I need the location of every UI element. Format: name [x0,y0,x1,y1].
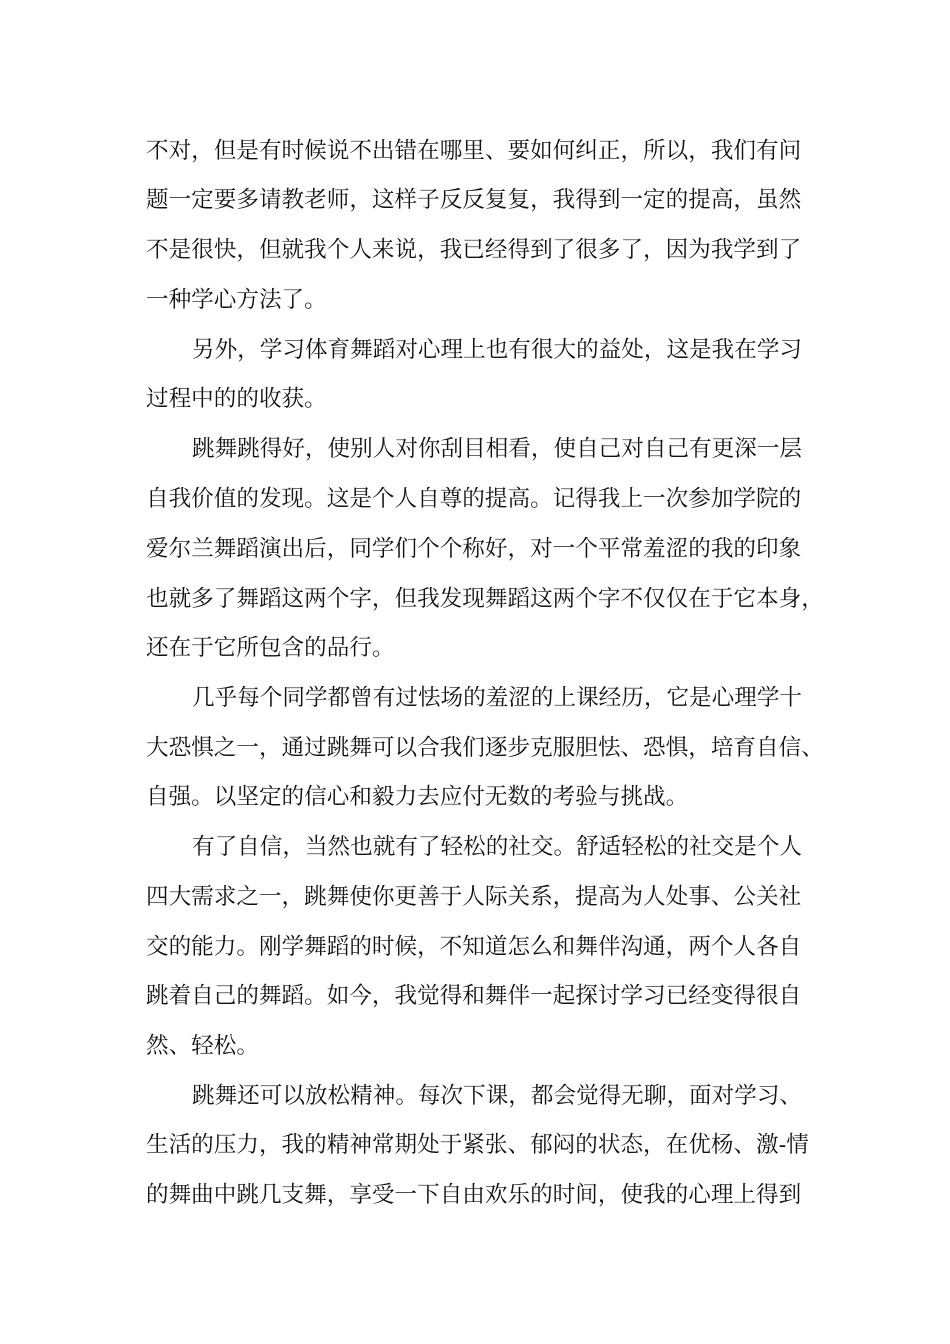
text-line: 一种学心方法了。 [146,287,327,313]
text-line: 也就多了舞蹈这两个字，但我发现舞蹈这两个字不仅仅在于它本身， [146,586,824,612]
paragraph-first-line: 有了自信，当然也就有了轻松的社交。舒适轻松的社交是个人 [192,834,803,860]
text-line: 自我价值的发现。这是个人自尊的提高。记得我上一次参加学院的 [146,486,802,512]
paragraph-first-line: 跳舞还可以放松精神。每次下课，都会觉得无聊，面对学习、 [192,1083,803,1109]
paragraph-first-line: 几乎每个同学都曾有过怯场的羞涩的上课经历，它是心理学十 [192,685,803,711]
text-line: 还在于它所包含的品行。 [146,635,395,661]
text-line: 爱尔兰舞蹈演出后，同学们个个称好，对一个平常羞涩的我的印象 [146,536,802,562]
text-line: 跳着自己的舞蹈。如今，我觉得和舞伴一起探讨学习已经变得很自 [146,983,802,1009]
text-line: 然、轻松。 [146,1033,259,1059]
text-line: 四大需求之一，跳舞使你更善于人际关系，提高为人处事、公关社 [146,884,802,910]
text-line: 不是很快，但就我个人来说，我已经得到了很多了，因为我学到了 [146,237,802,263]
paragraph-first-line: 另外，学习体育舞蹈对心理上也有很大的益处，这是我在学习 [192,337,803,363]
paragraph-first-line: 跳舞跳得好，使别人对你刮目相看，使自己对自己有更深一层 [192,436,803,462]
text-line: 不对，但是有时候说不出错在哪里、要如何纠正，所以，我们有问 [146,138,802,164]
text-line: 题一定要多请教老师，这样子反反复复，我得到一定的提高，虽然 [146,187,802,213]
text-line: 交的能力。刚学舞蹈的时候，不知道怎么和舞伴沟通，两个人各自 [146,934,802,960]
text-line: 大恐惧之一，通过跳舞可以合我们逐步克服胆怯、恐惧，培育自信、 [146,735,824,761]
text-line: 的舞曲中跳几支舞，享受一下自由欢乐的时间，使我的心理上得到 [146,1182,802,1208]
text-line: 过程中的的收获。 [146,386,327,412]
text-line: 自强。以坚定的信心和毅力去应付无数的考验与挑战。 [146,784,689,810]
text-line: 生活的压力，我的精神常期处于紧张、郁闷的状态，在优杨、激-情 [146,1132,809,1158]
